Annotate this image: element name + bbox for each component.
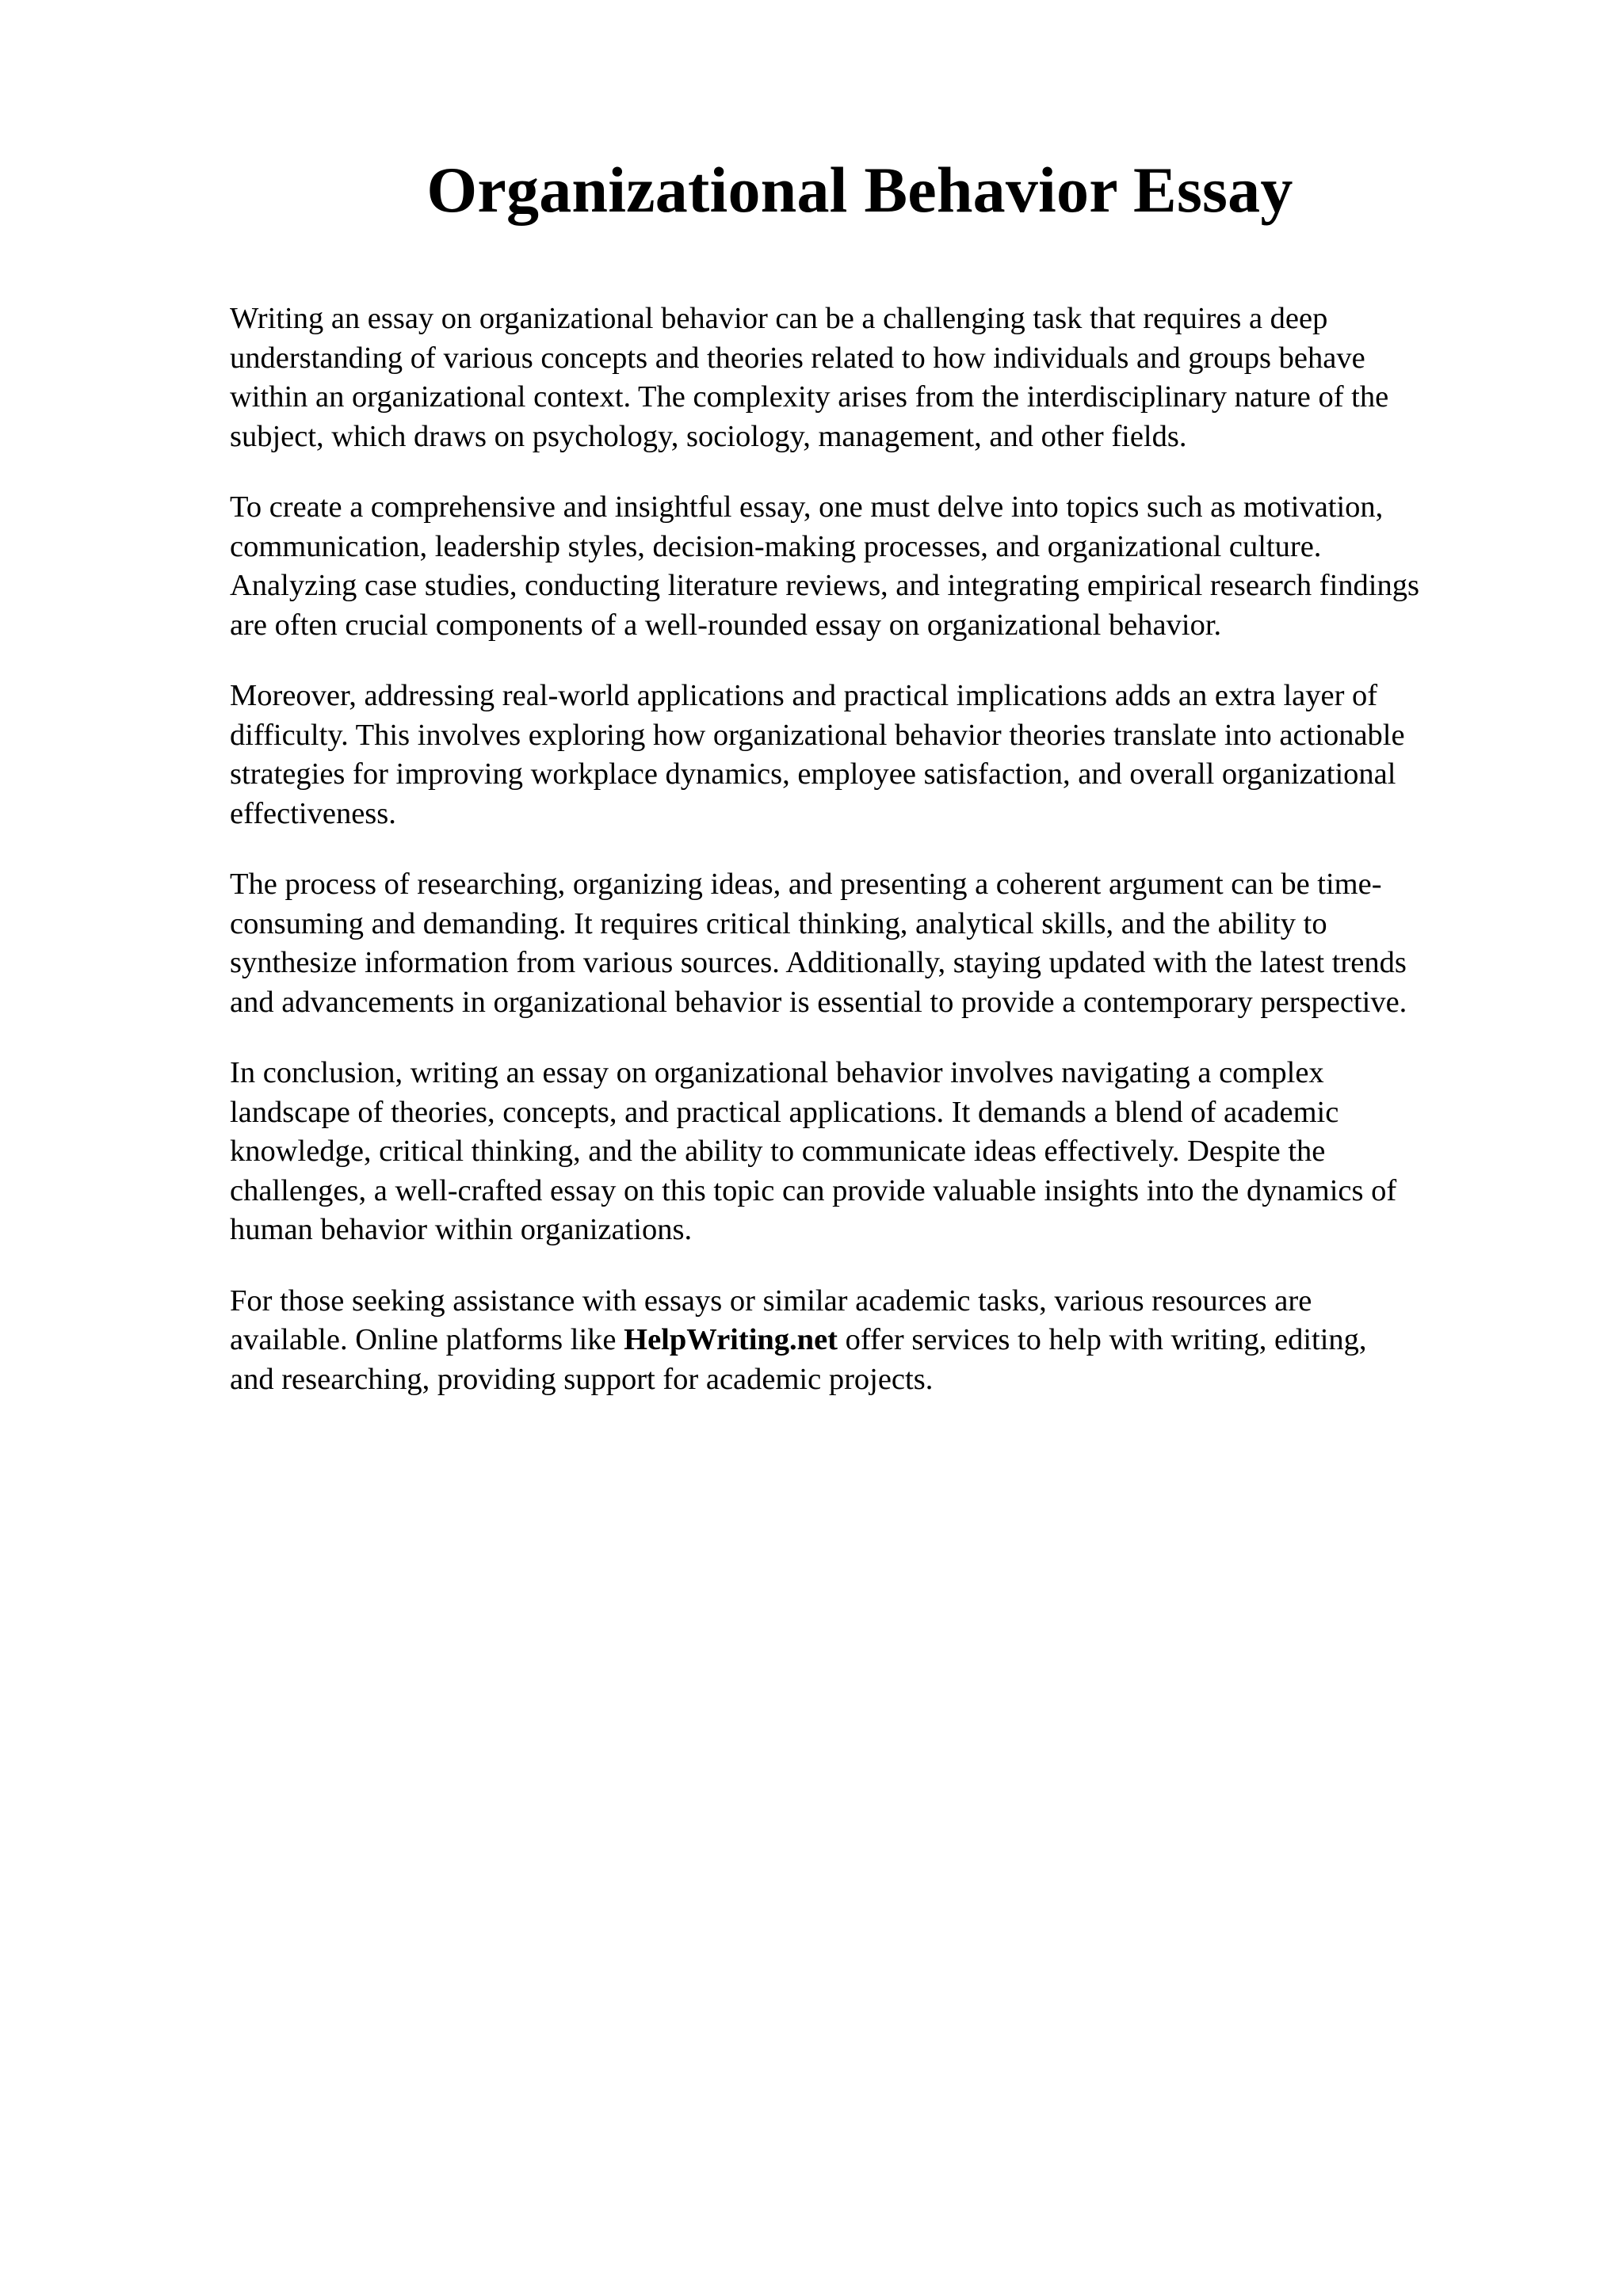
text-line: are often crucial components of a well-rounded essay on organizational behavior. [230,608,1222,642]
text-line: In conclusion, writing an essay on organizational behavior involves navigating a complex [230,1056,1324,1089]
text-line: For those seeking assistance with essays or similar academic tasks, various resources are [230,1283,1312,1318]
helpwriting-link[interactable]: HelpWriting.net [624,1323,838,1356]
text-line: To create a comprehensive and insightful essay, one must delve into topics such as motivation, [230,490,1384,524]
paragraph-4 [230,865,1514,1022]
text-line: and researching, providing support for academic projects. [230,1362,934,1396]
text-line: human behavior within organizations. [230,1213,693,1246]
text-line: consuming and demanding. It requires critical thinking, analytical skills, and the ability to [230,906,1327,940]
text-line: synthesize information from various sources. Additionally, staying updated with the latest trends [230,946,1407,979]
text-segment: available. Online platforms like [230,1323,624,1356]
paragraph-6 [230,1282,1514,1400]
paragraph-1 [230,299,1514,456]
text-line: communication, leadership styles, decision-making processes, and organizational culture. [230,529,1322,563]
text-line: understanding of various concepts and theories related to how individuals and groups behave [230,341,1365,375]
text-line: effectiveness. [230,796,396,830]
text-line: Analyzing case studies, conducting literature reviews, and integrating empirical research findings [230,569,1419,602]
text-segment: offer services to help with writing, editing, [838,1323,1367,1356]
text-line: subject, which draws on psychology, sociology, management, and other fields. [230,419,1187,453]
text-line: Writing an essay on organizational behavior can be a challenging task that requires a deep [230,302,1328,335]
text-line: Moreover, addressing real-world applications and practical implications adds an extra layer of [230,679,1378,712]
page-title: Organizational Behavior Essay [426,154,1293,226]
text-line: and advancements in organizational behavior is essential to provide a contemporary perspective. [230,985,1407,1019]
text-line: difficulty. This involves exploring how organizational behavior theories translate into actionable [230,718,1405,752]
essay-body [230,299,1514,1431]
text-line: strategies for improving workplace dynamics, employee satisfaction, and overall organizational [230,757,1396,791]
paragraph-5 [230,1054,1514,1250]
text-line: landscape of theories, concepts, and practical applications. It demands a blend of academic [230,1095,1339,1129]
text-line [230,1321,1514,1360]
text-line: knowledge, critical thinking, and the ability to communicate ideas effectively. Despite the [230,1135,1326,1168]
text-line: challenges, a well-crafted essay on this topic can provide valuable insights into the dynamics of [230,1173,1397,1207]
text-line: The process of researching, organizing ideas, and presenting a coherent argument can be time- [230,868,1382,901]
paragraph-3 [230,677,1514,833]
text-line: within an organizational context. The complexity arises from the interdisciplinary nature of the [230,380,1389,414]
paragraph-2 [230,488,1514,645]
